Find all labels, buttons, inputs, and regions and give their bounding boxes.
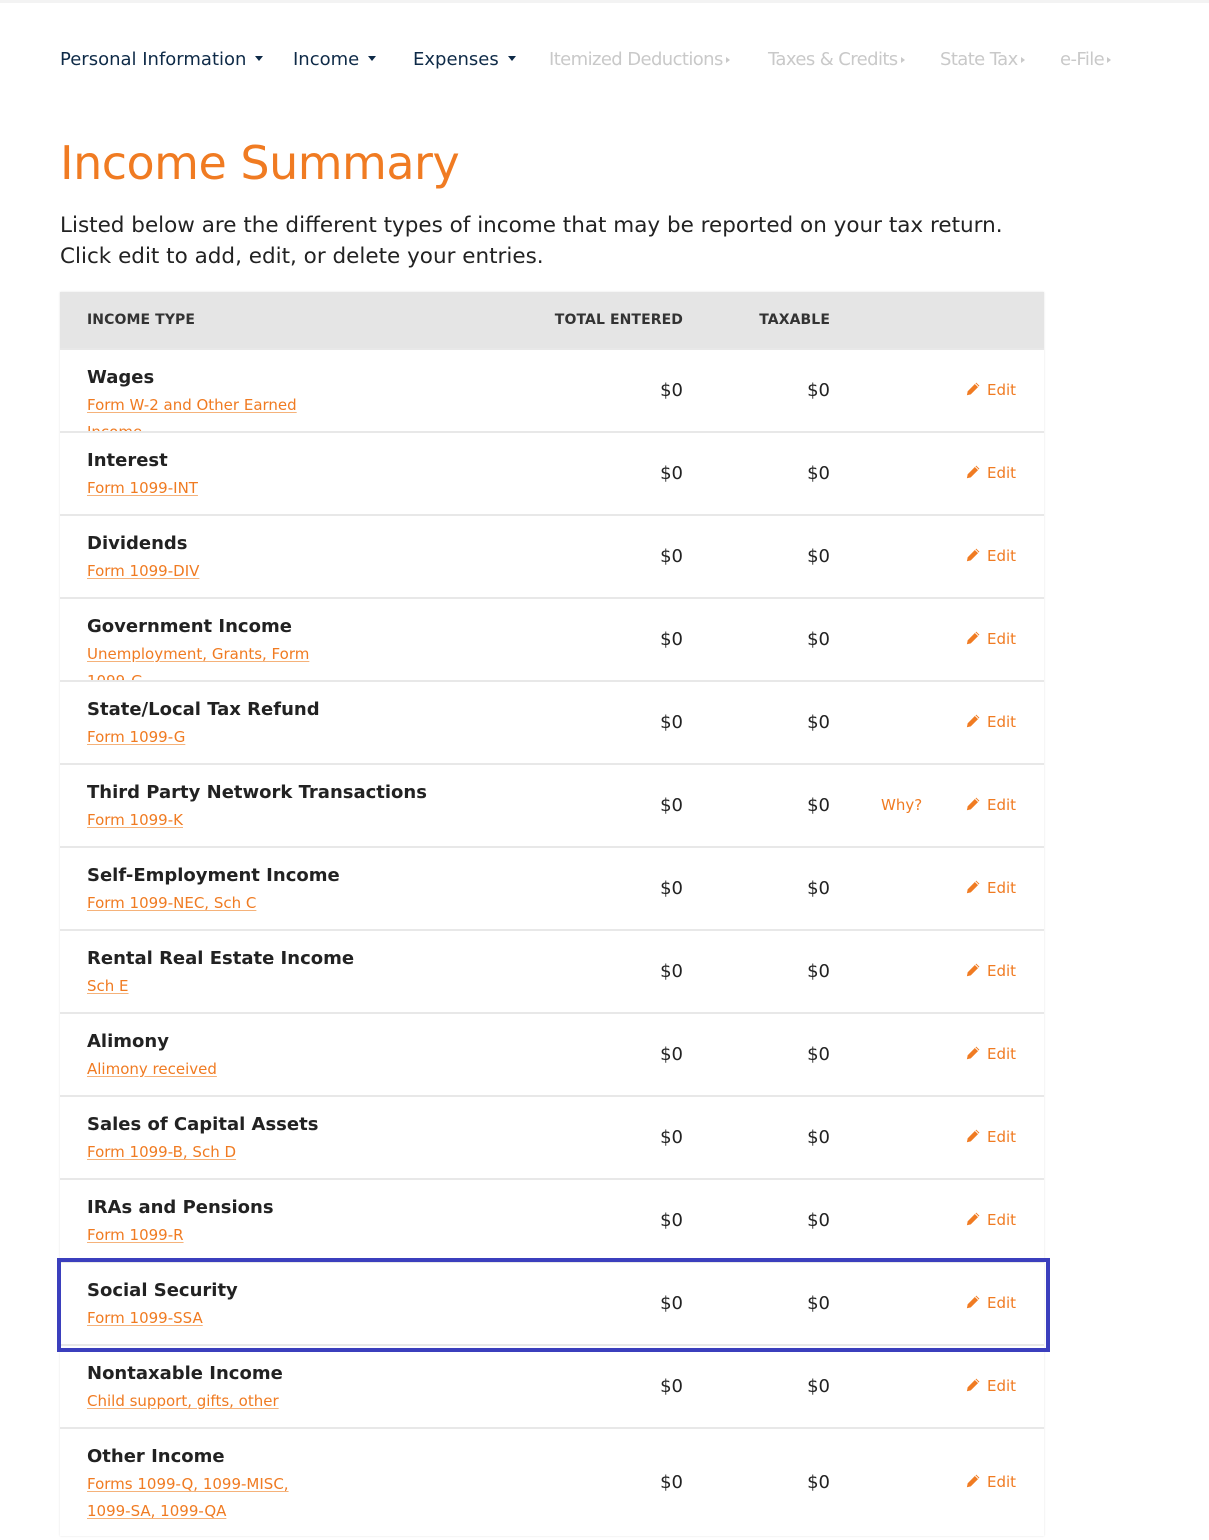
total-entered-value: $0 [660, 1210, 683, 1231]
total-entered-value: $0 [660, 1472, 683, 1493]
income-type-form-link[interactable]: Form 1099-INT [87, 479, 198, 497]
table-row [60, 348, 1044, 431]
income-type-name: Alimony [87, 1031, 169, 1052]
income-type-form-link[interactable]: Sch E [87, 977, 129, 995]
pencil-icon [965, 381, 981, 397]
income-type-name: Wages [87, 367, 155, 388]
total-entered-value: $0 [660, 629, 683, 650]
income-type-form-link[interactable]: Forms 1099-Q, 1099-MISC, 1099-SA, 1099-QA [87, 1475, 289, 1520]
edit-label: Edit [987, 962, 1017, 980]
table-header [60, 292, 1044, 348]
edit-label: Edit [987, 1473, 1017, 1491]
page-description: Listed below are the different types of income that may be reported on your tax return. Click edit to add, edit, or delete your entries. [60, 213, 1003, 269]
income-type-name: Other Income [87, 1446, 225, 1467]
table-row [60, 1344, 1044, 1427]
taxable-value: $0 [807, 1044, 830, 1065]
taxable-value: $0 [807, 712, 830, 733]
pencil-icon [965, 1294, 981, 1310]
pencil-icon [965, 1473, 981, 1489]
edit-label: Edit [987, 1211, 1017, 1229]
edit-button[interactable] [965, 1014, 1016, 1095]
header-income-type: INCOME TYPE [87, 312, 196, 328]
edit-button[interactable] [965, 1346, 1016, 1427]
income-type-name: Government Income [87, 616, 292, 637]
pencil-icon [965, 547, 981, 563]
total-entered-value: $0 [660, 1293, 683, 1314]
table-row [60, 1427, 1044, 1536]
taxable-value: $0 [807, 546, 830, 567]
table-row [60, 431, 1044, 514]
edit-label: Edit [987, 796, 1017, 814]
income-type-name: Third Party Network Transactions [87, 782, 427, 803]
caret-right-icon [726, 57, 730, 63]
page-title: Income Summary [60, 136, 460, 190]
edit-label: Edit [987, 630, 1017, 648]
nav-expenses[interactable]: Expenses [413, 46, 516, 74]
edit-label: Edit [987, 1294, 1017, 1312]
edit-button[interactable] [965, 1180, 1016, 1261]
income-type-name: Interest [87, 450, 168, 471]
taxable-value: $0 [807, 795, 830, 816]
taxable-value: $0 [807, 1210, 830, 1231]
edit-button[interactable] [965, 599, 1016, 680]
table-row [60, 514, 1044, 597]
table-row [60, 1261, 1044, 1344]
edit-button[interactable] [965, 848, 1016, 929]
pencil-icon [965, 1211, 981, 1227]
taxable-value: $0 [807, 1293, 830, 1314]
nav-state-tax: State Tax [940, 46, 1025, 74]
income-type-form-link[interactable]: Unemployment, Grants, Form [87, 645, 310, 663]
edit-button[interactable] [965, 682, 1016, 763]
income-type-name: Social Security [87, 1280, 238, 1301]
caret-right-icon [1107, 57, 1111, 63]
total-entered-value: $0 [660, 961, 683, 982]
total-entered-value: $0 [660, 1376, 683, 1397]
income-type-form-link[interactable]: Form 1099-R [87, 1226, 184, 1244]
total-entered-value: $0 [660, 795, 683, 816]
caret-right-icon [1021, 57, 1025, 63]
income-type-name: Dividends [87, 533, 188, 554]
edit-button[interactable] [965, 1097, 1016, 1178]
header-total-entered: TOTAL ENTERED [554, 312, 683, 328]
total-entered-value: $0 [660, 712, 683, 733]
table-row [60, 846, 1044, 929]
edit-label: Edit [987, 713, 1017, 731]
total-entered-value: $0 [660, 463, 683, 484]
income-type-form-link[interactable]: Form 1099-G [87, 728, 186, 746]
why-link[interactable]: Why? [881, 796, 923, 814]
income-table [60, 292, 1044, 1536]
total-entered-value: $0 [660, 1044, 683, 1065]
edit-button[interactable] [965, 931, 1016, 1012]
income-type-name: Nontaxable Income [87, 1363, 283, 1384]
edit-label: Edit [987, 1128, 1017, 1146]
income-type-form-link[interactable]: Form W-2 and Other Earned [87, 396, 297, 414]
pencil-icon [965, 713, 981, 729]
table-row [60, 1095, 1044, 1178]
pencil-icon [965, 1045, 981, 1061]
income-type-form-link[interactable]: Form 1099-NEC, Sch C [87, 894, 257, 912]
table-row [60, 1012, 1044, 1095]
income-type-name: Self-Employment Income [87, 865, 340, 886]
taxable-value: $0 [807, 380, 830, 401]
edit-button[interactable] [965, 433, 1016, 514]
table-row [60, 929, 1044, 1012]
edit-button[interactable] [965, 1263, 1016, 1344]
nav-income[interactable]: Income [293, 46, 376, 74]
income-type-form-link[interactable]: Form 1099-SSA [87, 1309, 203, 1327]
taxable-value: $0 [807, 463, 830, 484]
header-taxable: TAXABLE [759, 312, 830, 328]
nav-personal-information[interactable]: Personal Information [60, 46, 263, 74]
pencil-icon [965, 796, 981, 812]
pencil-icon [965, 1128, 981, 1144]
caret-down-icon [368, 56, 376, 61]
taxable-value: $0 [807, 1127, 830, 1148]
income-type-name: Rental Real Estate Income [87, 948, 355, 969]
income-type-form-link[interactable]: Form 1099-B, Sch D [87, 1143, 237, 1161]
table-row [60, 597, 1044, 680]
pencil-icon [965, 1377, 981, 1393]
income-type-name: Sales of Capital Assets [87, 1114, 319, 1135]
caret-down-icon [508, 56, 516, 61]
income-type-form-link[interactable]: Child support, gifts, other [87, 1392, 279, 1410]
edit-button[interactable] [965, 350, 1016, 431]
taxable-value: $0 [807, 878, 830, 899]
income-type-form-link[interactable]: Alimony received [87, 1060, 217, 1078]
income-type-form-link[interactable]: Form 1099-DIV [87, 562, 200, 580]
table-row [60, 1178, 1044, 1261]
edit-label: Edit [987, 1377, 1017, 1395]
table-row [60, 680, 1044, 763]
taxable-value: $0 [807, 629, 830, 650]
pencil-icon [965, 879, 981, 895]
edit-button[interactable] [965, 516, 1016, 597]
edit-label: Edit [987, 1045, 1017, 1063]
edit-label: Edit [987, 381, 1017, 399]
edit-label: Edit [987, 879, 1017, 897]
pencil-icon [965, 630, 981, 646]
pencil-icon [965, 962, 981, 978]
caret-right-icon [901, 57, 905, 63]
edit-label: Edit [987, 464, 1017, 482]
nav-e-file: e-File [1060, 46, 1111, 74]
caret-down-icon [255, 56, 263, 61]
edit-label: Edit [987, 547, 1017, 565]
total-entered-value: $0 [660, 878, 683, 899]
edit-button[interactable] [965, 1429, 1016, 1536]
pencil-icon [965, 464, 981, 480]
income-type-name: State/Local Tax Refund [87, 699, 320, 720]
income-type-form-link[interactable]: Form 1099-K [87, 811, 183, 829]
taxable-value: $0 [807, 961, 830, 982]
top-border [0, 0, 1209, 3]
main-nav [60, 46, 1200, 74]
nav-itemized-deductions: Itemized Deductions [549, 46, 730, 74]
total-entered-value: $0 [660, 546, 683, 567]
income-type-name: IRAs and Pensions [87, 1197, 274, 1218]
edit-button[interactable] [965, 765, 1016, 846]
total-entered-value: $0 [660, 1127, 683, 1148]
table-row [60, 763, 1044, 846]
taxable-value: $0 [807, 1376, 830, 1397]
nav-taxes-credits: Taxes & Credits [768, 46, 905, 74]
table-body [60, 348, 1044, 1536]
total-entered-value: $0 [660, 380, 683, 401]
taxable-value: $0 [807, 1472, 830, 1493]
